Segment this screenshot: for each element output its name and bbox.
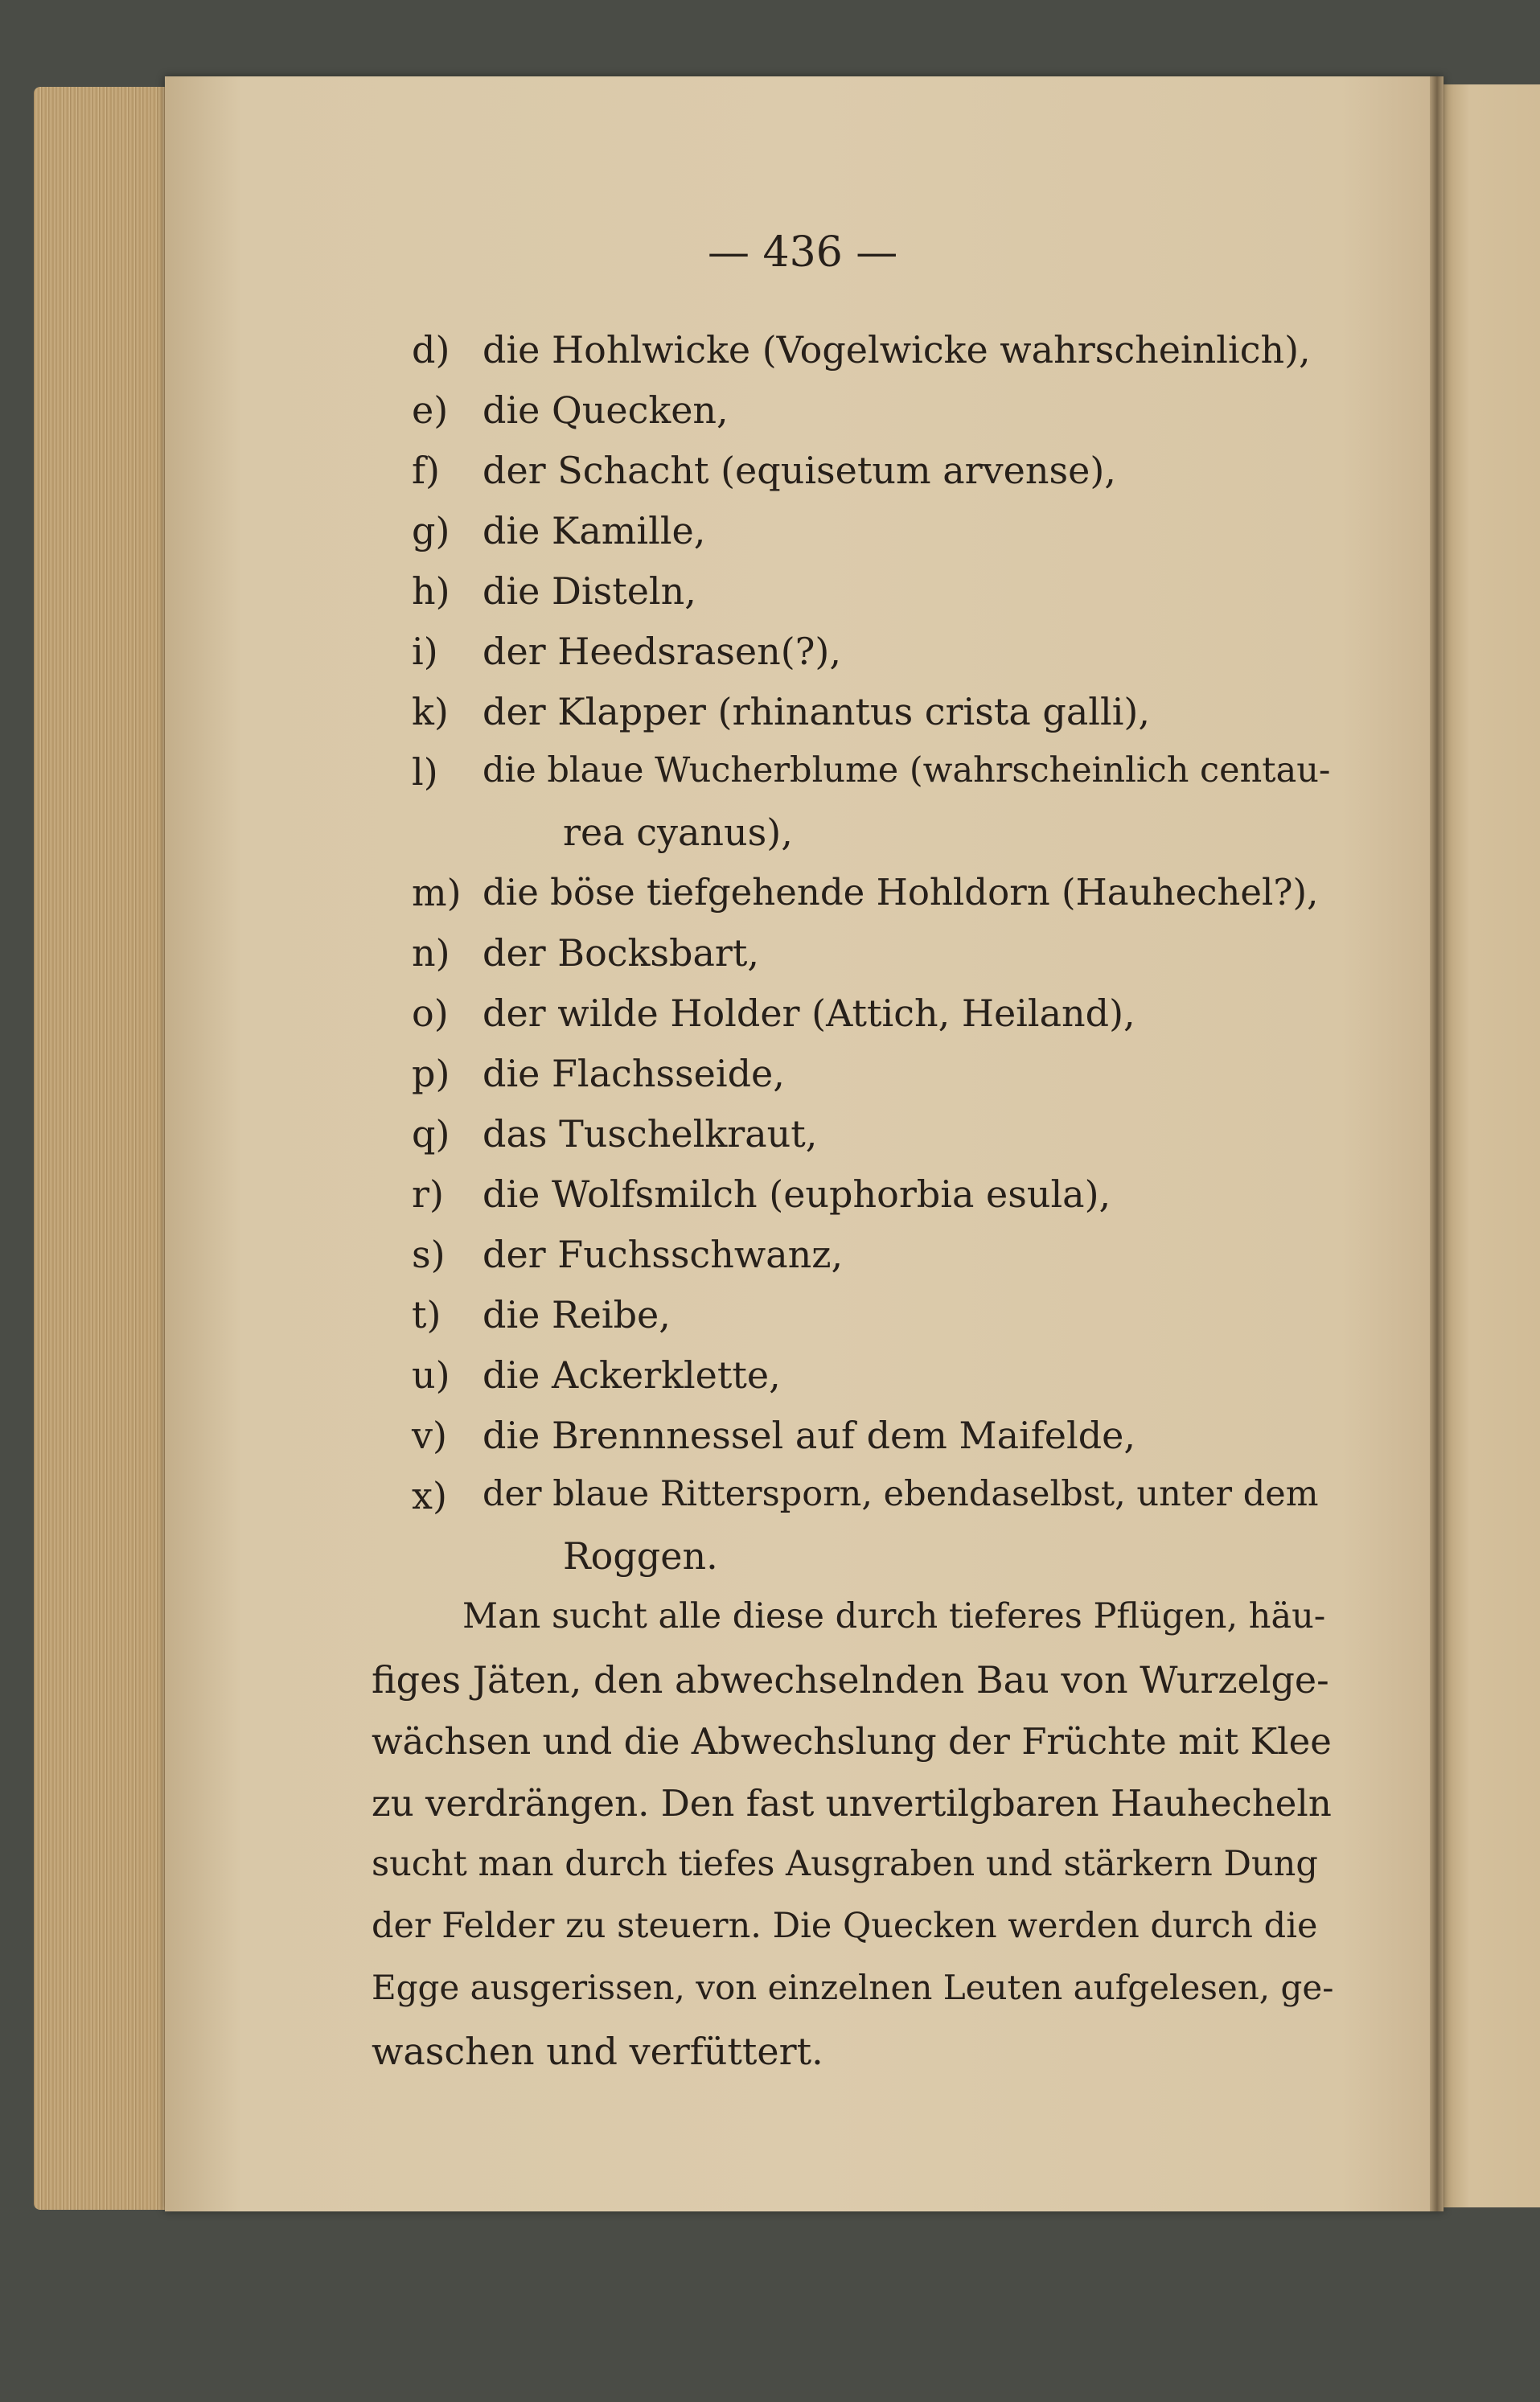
list-item-text: die Disteln, (483, 569, 696, 613)
list-item-text: der Fuchsschwanz, (483, 1233, 844, 1276)
list-item-label: g) (412, 509, 450, 552)
list-item-text: die Flachsseide, (483, 1052, 785, 1095)
list-item-text: das Tuschelkraut, (483, 1112, 818, 1156)
list-item-text: die Ackerklette, (483, 1353, 781, 1397)
list-item-continuation: Roggen. (563, 1534, 718, 1578)
list-item-label: x) (412, 1474, 447, 1517)
facing-page (1439, 84, 1540, 2207)
list-item-label: p) (412, 1052, 450, 1095)
paragraph-line: zu verdrängen. Den fast unvertilgbaren Hauhecheln (372, 1782, 1332, 1825)
list-item-label: e) (412, 388, 449, 432)
list-item-label: o) (412, 992, 449, 1035)
list-item-text: die Reibe, (483, 1293, 671, 1336)
list-item-label: k) (412, 690, 449, 733)
list-item-text: die Kamille, (483, 509, 706, 552)
list-item-text: die böse tiefgehende Hohldorn (Hauhechel?), (483, 871, 1319, 914)
list-item-text: der Schacht (equisetum arvense), (483, 449, 1116, 492)
list-item-label: q) (412, 1112, 450, 1156)
list-item-label: m) (412, 871, 462, 914)
paragraph-line: wächsen und die Abwechslung der Früchte mit Klee (372, 1720, 1332, 1763)
list-item-text: die Wolfsmilch (euphorbia esula), (483, 1172, 1111, 1216)
list-item-label: l) (412, 750, 438, 794)
list-item-text: der blaue Rittersporn, ebendaselbst, unter dem (483, 1474, 1319, 1514)
list-item-label: u) (412, 1353, 450, 1397)
list-item-label: n) (412, 931, 450, 975)
paragraph-line: Man sucht alle diese durch tieferes Pflügen, häu- (462, 1596, 1326, 1636)
list-item-text: der Heedsrasen(?), (483, 630, 841, 673)
list-item-label: d) (412, 328, 450, 372)
list-item-label: i) (412, 630, 438, 673)
list-item-label: t) (412, 1293, 441, 1336)
list-item-label: v) (412, 1414, 447, 1457)
list-item-text: die Hohlwicke (Vogelwicke wahrscheinlich), (483, 328, 1311, 372)
paragraph-line: figes Jäten, den abwechselnden Bau von Wurzelge- (372, 1658, 1329, 1702)
list-item-continuation: rea cyanus), (563, 811, 793, 854)
list-item-text: der Klapper (rhinantus crista galli), (483, 690, 1150, 733)
page-number: — 436 — (708, 228, 898, 277)
book-gutter (1430, 76, 1444, 2211)
list-item-text: die Brennnessel auf dem Maifelde, (483, 1414, 1135, 1457)
list-item-text: die blaue Wucherblume (wahrscheinlich centau- (483, 750, 1331, 790)
list-item-text: die Quecken, (483, 388, 729, 432)
list-item-text: der wilde Holder (Attich, Heiland), (483, 992, 1135, 1035)
list-item-label: r) (412, 1172, 444, 1216)
paragraph-line: sucht man durch tiefes Ausgraben und stärkern Dung (372, 1844, 1318, 1884)
paragraph-line: waschen und verfüttert. (372, 2030, 823, 2073)
paragraph-line: der Felder zu steuern. Die Quecken werden durch die (372, 1906, 1318, 1946)
list-item-text: der Bocksbart, (483, 931, 759, 975)
list-item-label: h) (412, 569, 450, 613)
paragraph-line: Egge ausgerissen, von einzelnen Leuten aufgelesen, ge- (372, 1968, 1334, 2007)
list-item-label: f) (412, 449, 440, 492)
list-item-label: s) (412, 1233, 446, 1276)
